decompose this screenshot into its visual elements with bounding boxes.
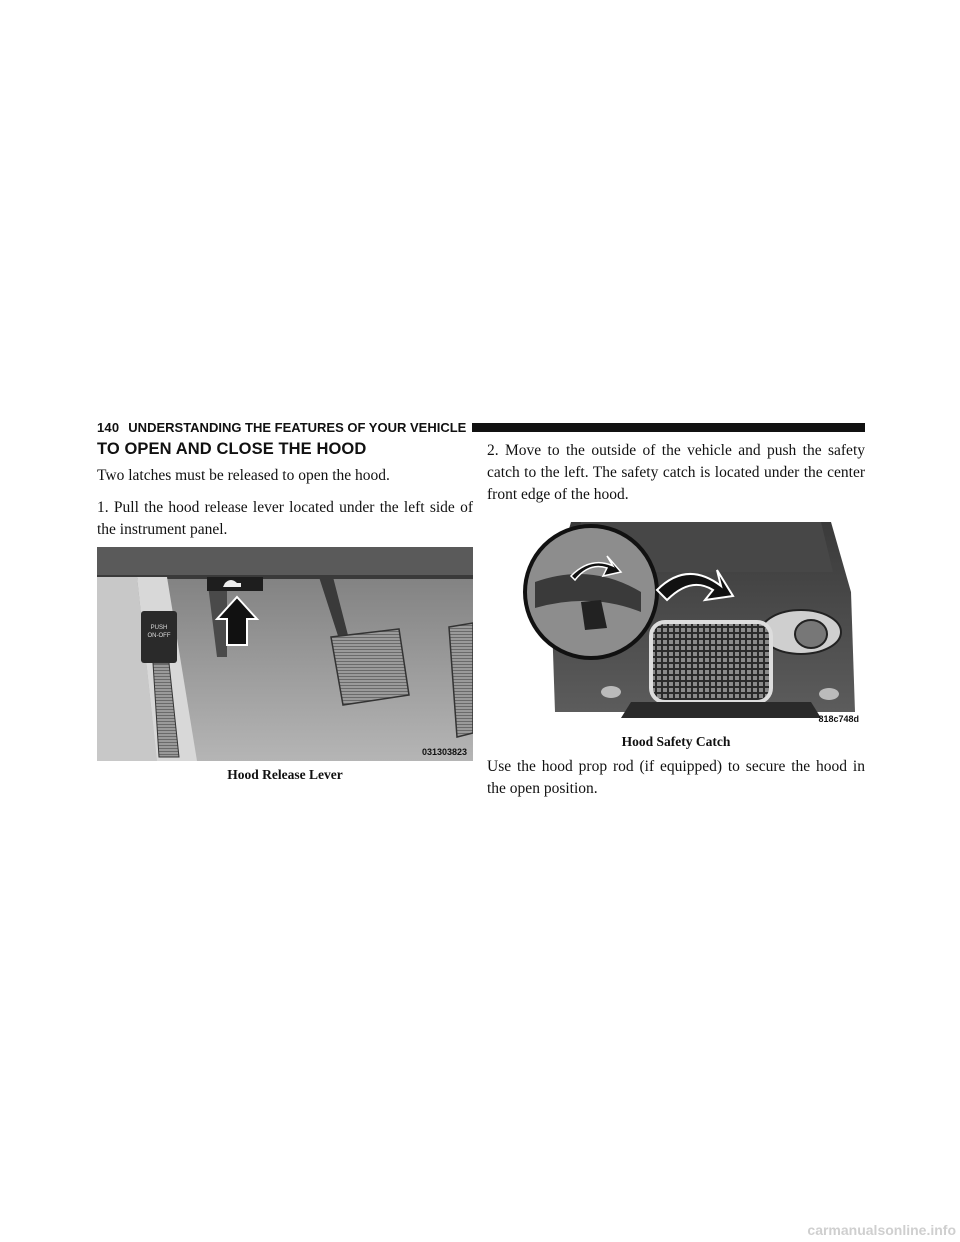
hood-release-lever-figure [97,547,473,761]
figure-code-right: 818c748d [818,714,859,724]
watermark: carmanualsonline.info [807,1222,956,1238]
figure-caption-hood-safety-catch: Hood Safety Catch [621,734,731,749]
hood-release-lever-illustration [97,547,473,761]
pedal-label-push: PUSH [150,625,168,631]
closing-paragraph: Use the hood prop rod (if equipped) to secure the hood in the open position. [487,758,865,797]
section-title: TO OPEN AND CLOSE THE HOOD [97,440,367,458]
figure-code: 031303823 [421,747,467,757]
step-1-paragraph: 1. Pull the hood release lever located under the left side of the instrument panel. [97,499,473,538]
step-2-paragraph: 2. Move to the outside of the vehicle and push the safety catch to the left. The safety catch is located under the center front edge of the hood. [487,442,865,503]
pedal-label-onoff: ON-OFF [147,633,171,639]
header-rule [472,423,865,432]
page-header [97,418,865,436]
hood-safety-catch-illustration [511,512,863,728]
left-column [97,440,473,783]
hood-safety-catch-figure [511,512,863,728]
figure-caption-hood-release: Hood Release Lever [227,767,343,782]
intro-paragraph: Two latches must be released to open the hood. [97,467,390,484]
page-number: 140 [97,419,120,435]
right-column [487,440,865,800]
chapter-title: UNDERSTANDING THE FEATURES OF YOUR VEHICLE [128,419,467,435]
